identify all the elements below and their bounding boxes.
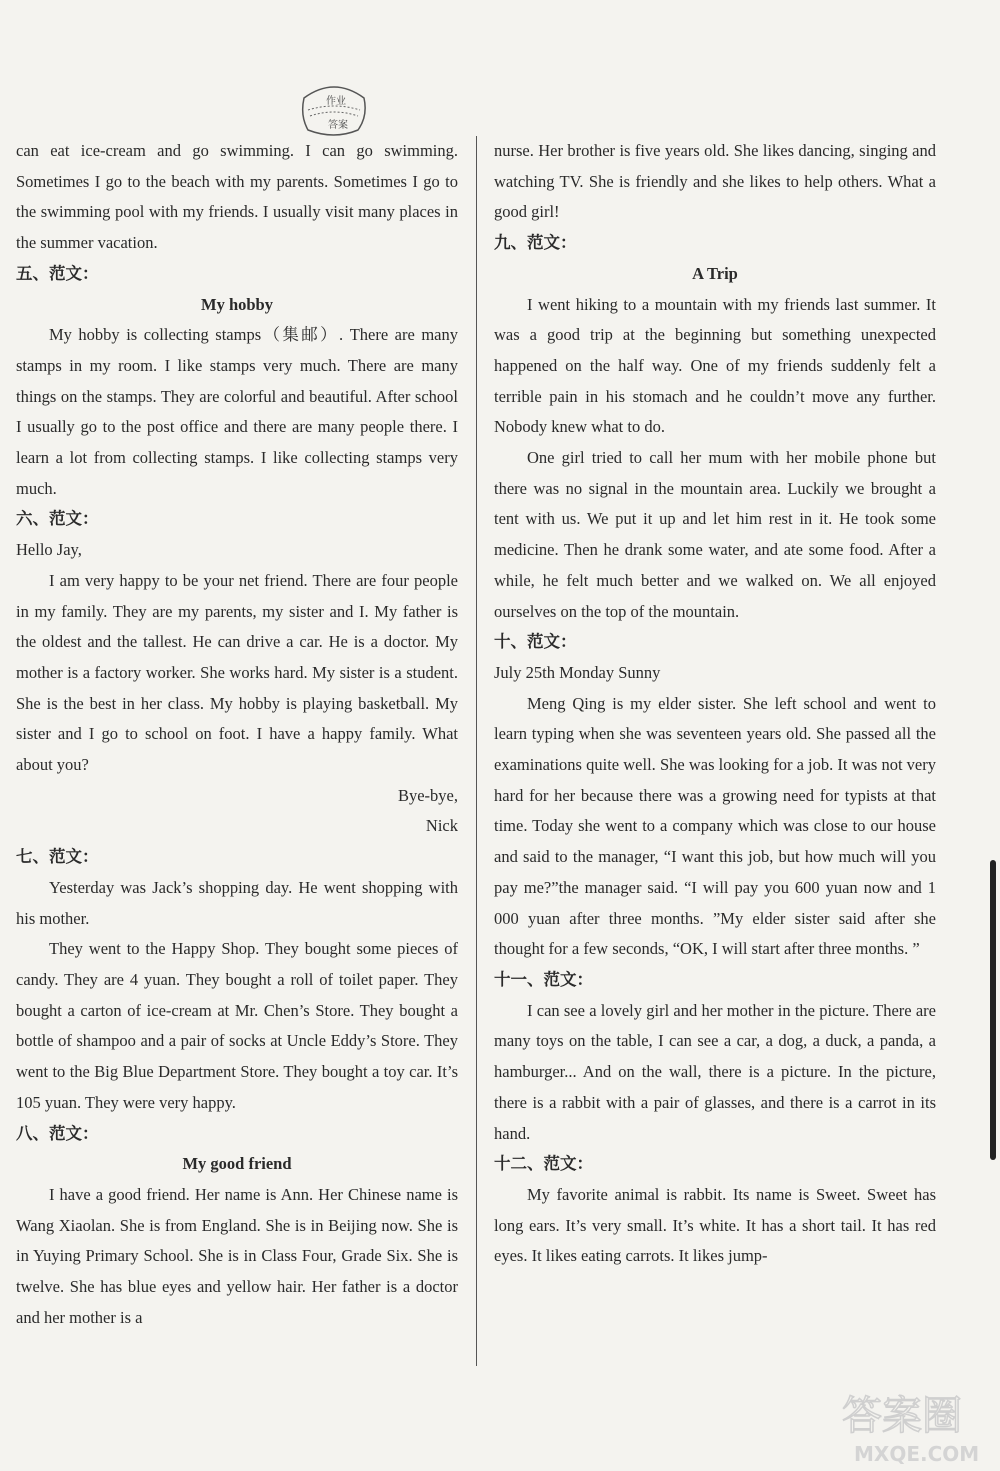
paragraph: They went to the Happy Shop. They bought some pieces of candy. They are 4 yuan. They bought a roll of toilet paper. They bought a carton of ice-cream at Mr. Chen’s Store. They bought a bottle of shampoo and a pair of socks at Uncle Eddy’s Store. They went to the Big Blue Department Store. They bought a toy car. It’s 105 yuan. They were very happy. bbox=[16, 939, 458, 1112]
essay-title: My hobby bbox=[201, 294, 273, 314]
page-edge-shadow bbox=[990, 860, 996, 1160]
paragraph: I went hiking to a mountain with my friends last summer. It was a good trip at the beginning but something unexpected happened on the half way. One of my friends suddenly felt a terrible pain in his stomach and he couldn’t move any further. Nobody knew what to do. bbox=[494, 294, 936, 437]
stamp-line2: 答案 bbox=[328, 120, 348, 131]
watermark-logo bbox=[802, 1377, 992, 1467]
paragraph: can eat ice-cream and go swimming. I can go swimming. Sometimes I go to the beach with my parents. Sometimes I go to the swimming pool with my friends. I usually visit many places in the summer vacation. bbox=[16, 141, 458, 253]
section-heading: 十二、范文： bbox=[494, 1154, 593, 1174]
section-heading: 五、范文： bbox=[16, 263, 99, 283]
right-column bbox=[494, 136, 936, 1272]
paragraph: I am very happy to be your net friend. There are four people in my family. They are my parents, my sister and I. My father is the oldest and the tallest. He can drive a car. He is a doctor. My mother is a factory worker. She works hard. My sister is a student. She is the best in her class. My hobby is playing basketball. My sister and I go to school on foot. I have a happy family. What about you? bbox=[16, 570, 458, 775]
column-divider bbox=[476, 136, 477, 1366]
essay-title: A Trip bbox=[692, 263, 738, 283]
paragraph: Meng Qing is my elder sister. She left school and went to learn typing when she was seventeen years old. She passed all the examinations quite well. She was looking for a job. It was not very hard for her because there was a growing need for typists at that time. Today she went to a company which was close to our house and said to the manager, “I want this job, but how much will you pay me?”the manager said. “I will pay you 600 yuan now and 1 000 yuan after three months. ”My elder sister said after she thought for a few seconds, “OK, I will start after three months. ” bbox=[494, 693, 936, 959]
paragraph: My favorite animal is rabbit. Its name is Sweet. Sweet has long ears. It’s very small. It’s white. It has a short tail. It has red eyes. It likes eating carrots. It likes jump- bbox=[494, 1184, 936, 1266]
section-heading: 七、范文： bbox=[16, 847, 99, 867]
paragraph: My hobby is collecting stamps（集邮）. There are many stamps in my room. I like stamps very much. There are many things on the stamps. They are colorful and beautiful. After school I usually go to the post office and there are many people there. I learn a lot from collecting stamps. I like collecting stamps very much. bbox=[16, 325, 458, 498]
left-column bbox=[16, 136, 458, 1333]
stamp-logo bbox=[298, 80, 370, 138]
section-heading: 十一、范文： bbox=[494, 969, 593, 989]
paragraph: One girl tried to call her mum with her mobile phone but there was no signal in the mountain area. Luckily we brought a tent with us. We put it up and let him rest in it. He took some medicine. Then he drank some water, and ate some food. After a while, he felt much better and we walked on. We all enjoyed ourselves on the top of the mountain. bbox=[494, 448, 936, 621]
essay-title: My good friend bbox=[182, 1154, 292, 1174]
watermark-url: MXQE.COM bbox=[854, 1442, 980, 1466]
watermark-text: 答案圈 bbox=[842, 1393, 962, 1439]
paragraph: nurse. Her brother is five years old. She likes dancing, singing and watching TV. She is friendly and she likes to help others. What a good girl! bbox=[494, 141, 936, 222]
paragraph: Bye-bye, bbox=[397, 785, 458, 805]
paragraph: I can see a lovely girl and her mother in the picture. There are many toys on the table, I can see a car, a dog, a duck, a panda, a hamburger... And on the wall, there is a picture. In the picture, there is a rabbit with a pair of glasses, and there is a carrot in its hand. bbox=[494, 1000, 936, 1143]
section-heading: 六、范文： bbox=[16, 509, 99, 529]
paragraph: July 25th Monday Sunny bbox=[494, 662, 661, 682]
section-heading: 九、范文： bbox=[494, 233, 577, 253]
section-heading: 十、范文： bbox=[494, 632, 577, 652]
paragraph: Nick bbox=[425, 816, 458, 836]
paragraph: I have a good friend. Her name is Ann. Her Chinese name is Wang Xiaolan. She is from England. She is in Beijing now. She is in Yuying Primary School. She is in Class Four, Grade Six. She is twelve. She has blue eyes and yellow hair. Her father is a doctor and her mother is a bbox=[16, 1184, 458, 1327]
stamp-line1: 作业 bbox=[326, 96, 346, 107]
paragraph: Hello Jay, bbox=[16, 540, 82, 560]
section-heading: 八、范文： bbox=[16, 1123, 99, 1143]
paragraph: Yesterday was Jack’s shopping day. He went shopping with his mother. bbox=[16, 877, 458, 928]
